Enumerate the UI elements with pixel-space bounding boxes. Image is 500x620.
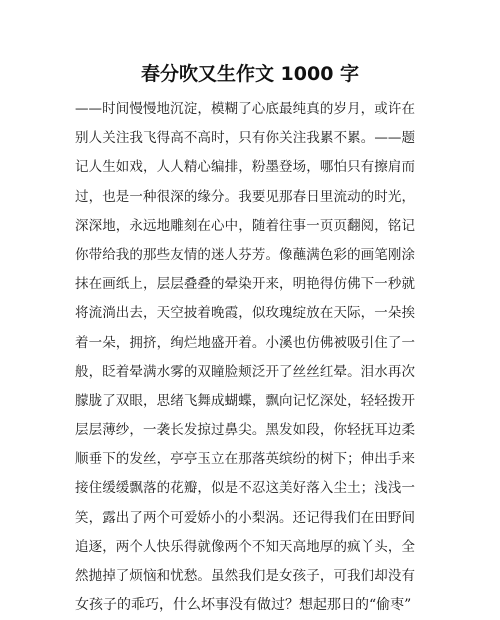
- text-line: 朦胧了双眼，思绪飞舞成蝴蝶，飘向记忆深处，轻轻拨开: [75, 392, 415, 409]
- text-line: 接住缓缓飘落的花瓣，似是不忍这美好落入尘土；浅浅一: [75, 480, 415, 497]
- text-line: 记人生如戏，人人精心编排，粉墨登场，哪怕只有擦肩而: [75, 159, 415, 176]
- text-line: 笑，露出了两个可爱娇小的小梨涡。还记得我们在田野间: [75, 509, 415, 526]
- text-line: 你带给我的那些友情的迷人芬芳。像蘸满色彩的画笔刚涂: [75, 246, 415, 263]
- text-line: 女孩子的乖巧，什么坏事没有做过？想起那日的“偷枣”: [75, 597, 412, 614]
- text-line: 深深地，永远地雕刻在心中，随着往事一页页翻阅，铭记: [75, 217, 415, 234]
- text-line: 着一朵，拥挤，绚烂地盛开着。小溪也仿佛被吸引住了一: [75, 334, 415, 351]
- text-line: 般，眨着晕满水雾的双瞳脸颊泛开了丝丝红晕。泪水再次: [75, 363, 415, 380]
- text-line: 过，也是一种很深的缘分。我要见那春日里流动的时光，: [75, 188, 415, 205]
- document-body: [75, 95, 415, 620]
- text-line: 追逐，两个人快乐得就像两个不知天高地厚的疯丫头，全: [75, 538, 415, 555]
- document-title: 春分吹又生作文 1000 字: [140, 63, 360, 85]
- text-line: 将流淌出去，天空披着晚霞，似玫瑰绽放在天际，一朵挨: [75, 305, 415, 322]
- text-line: 抹在画纸上，层层叠叠的晕染开来，明艳得仿佛下一秒就: [75, 276, 415, 293]
- text-line: ——时间慢慢地沉淀，模糊了心底最纯真的岁月，或许在: [75, 101, 415, 117]
- text-line: 然抛掉了烦恼和忧愁。虽然我们是女孩子，可我们却没有: [75, 568, 415, 584]
- text-line: 顺垂下的发丝，亭亭玉立在那落英缤纷的树下；伸出手来: [75, 451, 415, 468]
- text-line: 层层薄纱，一袭长发掠过鼻尖。黑发如段，你轻抚耳边柔: [75, 422, 415, 439]
- text-line: 别人关注我飞得高不高时，只有你关注我累不累。——题: [75, 130, 415, 147]
